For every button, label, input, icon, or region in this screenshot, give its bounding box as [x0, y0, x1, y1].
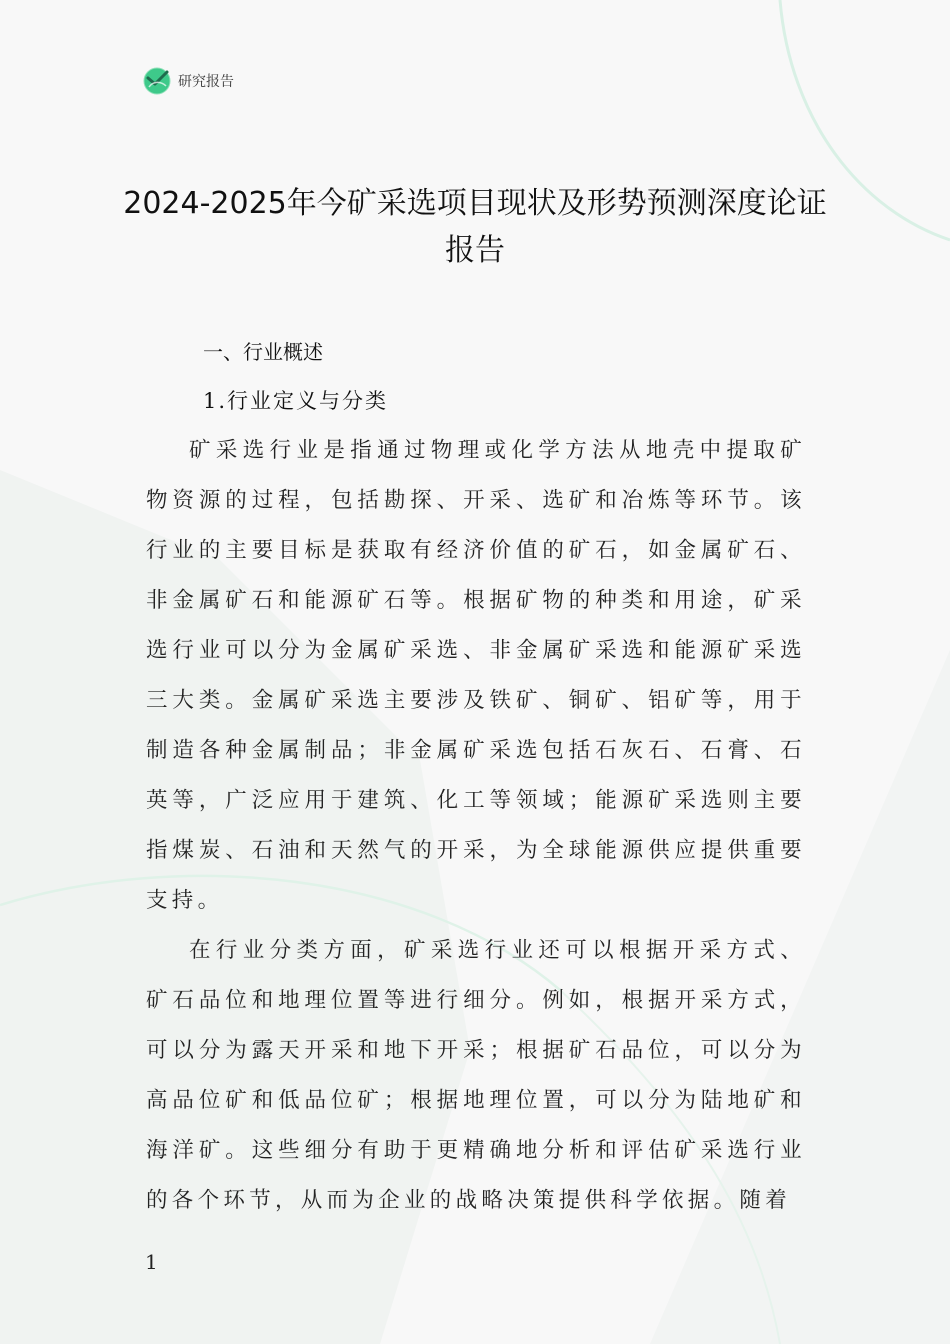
report-title: 2024-2025年今矿采选项目现状及形势预测深度论证报告 — [123, 186, 827, 268]
logo-icon — [143, 67, 171, 95]
section-heading: 一、行业概述 — [203, 340, 323, 364]
document-body — [146, 328, 806, 1226]
page-number: 1 — [145, 1250, 158, 1274]
paragraph-2: 在行业分类方面，矿采选行业还可以根据开采方式、矿石品位和地理位置等进行细分。例如，根据开采方式，可以分为露天开采和地下开采；根据矿石品位，可以分为高品位矿和低品位矿；根据地理位置，可以分为陆地矿和海洋矿。这些细分有助于更精确地分析和评估矿采选行业的各个环节，从而为企业的战略决策提供科学依据。随着 — [146, 938, 806, 1213]
document-header — [143, 67, 234, 95]
header-label: 研究报告 — [178, 74, 234, 90]
paragraph-1: 矿采选行业是指通过物理或化学方法从地壳中提取矿物资源的过程，包括勘探、开采、选矿和冶炼等环节。该行业的主要目标是获取有经济价值的矿石，如金属矿石、非金属矿石和能源矿石等。根据矿物的种类和用途，矿采选行业可以分为金属矿采选、非金属矿采选和能源矿采选三大类。金属矿采选主要涉及铁矿、铜矿、铝矿等，用于制造各种金属制品；非金属矿采选包括石灰石、石膏、石英等，广泛应用于建筑、化工等领域；能源矿采选则主要指煤炭、石油和天然气的开采，为全球能源供应提供重要支持。 — [146, 438, 806, 913]
subsection-heading: 1.行业定义与分类 — [203, 389, 389, 413]
